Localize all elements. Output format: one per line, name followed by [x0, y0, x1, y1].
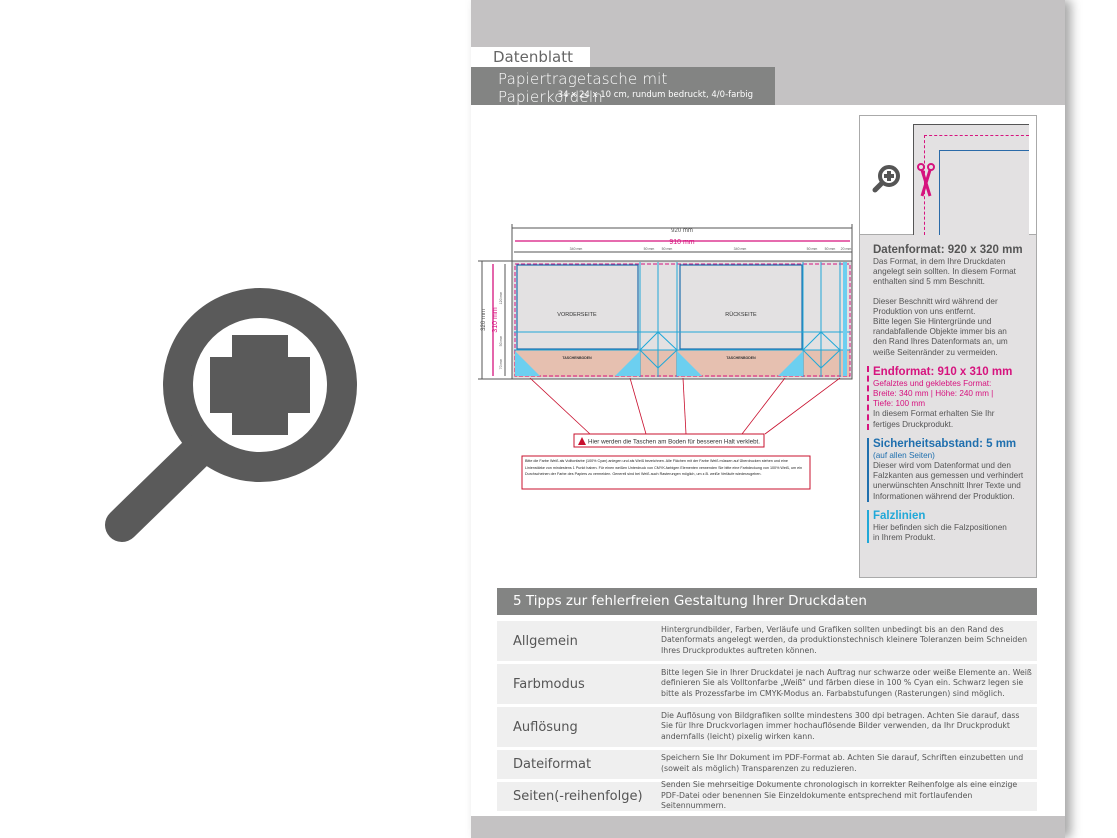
tip-row: [497, 621, 1037, 661]
sicherheit-section: [867, 438, 1032, 502]
title-bar: [471, 67, 775, 105]
zoom-in-icon[interactable]: [872, 164, 902, 194]
segment-label: 50 mm: [643, 247, 655, 251]
vsegment-label: 70 mm: [499, 358, 503, 370]
dim-height-final-label: 310 mm: [492, 307, 499, 333]
bottom-label: TASCHENBODEN: [726, 356, 756, 360]
safe-line: [939, 150, 1029, 235]
tip-row: [497, 664, 1037, 704]
corner-preview[interactable]: [859, 115, 1037, 235]
vsegment-label: 50 mm: [499, 335, 503, 347]
tip-key: Dateiformat: [513, 757, 592, 772]
product-subtitle: 34 x 24 x 10 cm, rundum bedruckt, 4/0-farbig: [557, 90, 753, 100]
tip-row: [497, 750, 1037, 779]
back-label: RÜCKSEITE: [725, 312, 757, 318]
tip-key: Farbmodus: [513, 676, 585, 692]
tip-value: Bitte legen Sie in Ihrer Druckdatei je nach Auftrag nur schwarze oder weiße Elemente an. Weiß definieren Sie als Volltonfarbe „Weiß“ und färben diese in 100 % Cyan ein. Schwarz legen sie bitte als Prozessfarbe im CMYK-Modus an. Farbabstufungen (Rasterungen) sind möglich.: [661, 667, 1032, 698]
bottom-band: [471, 816, 1065, 838]
segment-label: 340 mm: [569, 247, 583, 251]
tip-value: Senden Sie mehrseitige Dokumente chronologisch in korrekter Reihenfolge als eine einzige PDF-Datei oder benennen Sie Einzeldokumente entsprechend mit fortlaufenden Seitennummern.: [661, 780, 1018, 811]
endformat-sub: Gefalztes und geklebtes Format: Breite: 340 mm | Höhe: 240 mm | Tiefe: 100 mm: [873, 378, 994, 409]
falz-text: Hier befinden sich die Falzpositionen in Ihrem Produkt.: [873, 522, 1007, 543]
vsegment-label: 120 mm: [499, 291, 503, 305]
tips-title: 5 Tipps zur fehlerfreien Gestaltung Ihrer Druckdaten: [497, 588, 1037, 615]
product-title: Papiertragetasche mit Papierkordeln: [498, 70, 668, 106]
segment-label: 340 mm: [733, 247, 747, 251]
segment-label: 50 mm: [661, 247, 673, 251]
zoom-in-magnifier-icon[interactable]: [100, 285, 360, 547]
tip-value: Hintergrundbilder, Farben, Verläufe und Grafiken sollten unbedingt bis an den Rand des Datenformats angelegt werden, da produktionstechnisch kleinere Toleranzen beim Schneiden Ihres Druckproduktes auftreten können.: [661, 624, 1028, 655]
endformat-section: [867, 366, 1032, 430]
tip-key: Auflösung: [513, 719, 578, 735]
falz-title: Falzlinien: [873, 509, 926, 522]
front-label: VORDERSEITE: [557, 312, 597, 318]
sicherheit-sub: (auf allen Seiten): [873, 450, 935, 460]
datenformat-section: [873, 244, 1032, 358]
datasheet-page: [471, 0, 1065, 838]
glue-leader-lines: [530, 378, 840, 434]
dim-final-label: 910 mm: [669, 239, 695, 246]
tip-row: [497, 782, 1037, 811]
dim-total-label: 920 mm: [671, 228, 693, 234]
tip-key: Seiten(-reihenfolge): [513, 789, 643, 804]
scissors-icon: [917, 162, 935, 198]
tip-value: Speichern Sie Ihr Dokument im PDF-Format ab. Achten Sie darauf, Schriften einzubetten und (soweit als möglich) Transparenzen zu reduzieren.: [661, 753, 1024, 773]
datenformat-text: Das Format, in dem Ihre Druckdaten angelegt sein sollten. In diesem Format enthalten sind 5 mm Beschnitt.: [873, 257, 1016, 287]
tip-key: Allgemein: [513, 633, 578, 649]
segment-label: 50 mm: [824, 247, 836, 251]
endformat-text: In diesem Format erhalten Sie Ihr fertiges Druckprodukt.: [873, 409, 995, 429]
sicherheit-text: Dieser wird vom Datenformat und den Falzkanten aus gemessen und verhindert unerwünschten Anschnitt Ihrer Texte und Informationen während der Produktion.: [873, 461, 1024, 501]
sicherheit-title: Sicherheitsabstand: 5 mm: [873, 437, 1017, 450]
bag-layout-diagram: [471, 215, 856, 495]
tips-section: [497, 588, 1037, 814]
bottom-label: TASCHENBODEN: [562, 356, 592, 360]
glue-note-text: Hier werden die Taschen am Boden für besseren Halt verklebt.: [588, 438, 761, 446]
datenformat-text2: Dieser Beschnitt wird während der Produktion von uns entfernt. Bitte legen Sie Hintergründe und randabfallende Objekte immer bis an den Rand Ihres Datenformats an, um weiße Seitenränder zu vermeiden.: [873, 296, 1008, 357]
dim-height-label: 320 mm: [481, 309, 487, 331]
datasheet-tab: Datenblatt: [471, 47, 590, 68]
format-info-panel: [859, 235, 1037, 578]
tip-value: Die Auflösung von Bildgrafiken sollte mindestens 300 dpi betragen. Achten Sie darauf, dass Sie für Ihre Druckvorlagen immer hochauflösende Bilder verwenden, da Ihr Druckprodukt andernfalls (leicht) pixelig wirken kann.: [661, 710, 1020, 741]
falz-section: [867, 510, 1032, 543]
datenformat-title: Datenformat: 920 x 320 mm: [873, 244, 1023, 256]
tip-row: [497, 707, 1037, 747]
segment-label: 20 mm: [840, 247, 852, 251]
endformat-title: Endformat: 910 x 310 mm: [873, 365, 1013, 378]
white-note-text: Bitte die Farbe Weiß als Volltonfarbe (100% Cyan) anlegen und als Weiß bezeichnen. Alle Flächen mit der Farbe Weiß müssen auf Überdrucken stehen und eine Linienstärke von mindestens 1 Punkt haben. Für einen weißen Unterdruck von CMYK-farbigen Elementen verwenden Sie bitte eine Farbdeckung von 100% Weiß, um ein Durchscheinen der Farbe des Papiers zu vermeiden. Generell sind bei Weiß auch Rasterungen möglich, um z.B. weiße Verläufe wiederzugeben.: [525, 459, 803, 476]
segment-label: 50 mm: [806, 247, 818, 251]
